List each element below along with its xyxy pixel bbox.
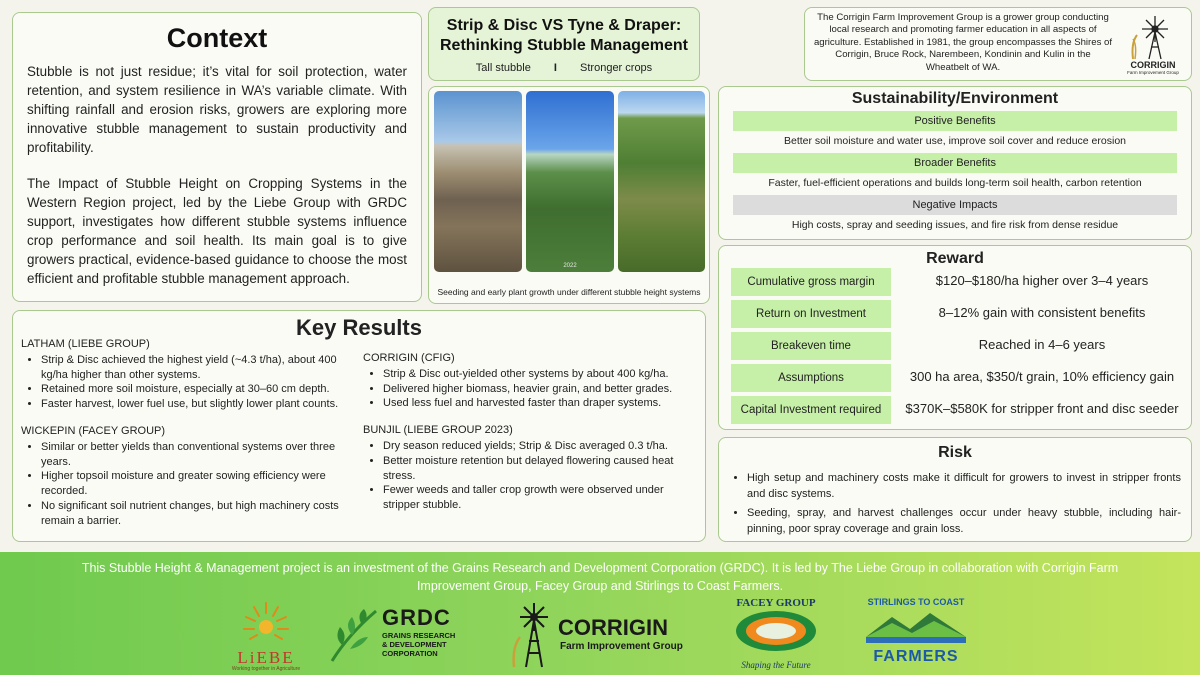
photo-crop-growth [618,91,705,272]
subtitle-tag-2: Stronger crops [580,62,653,74]
grdc-line-2: & DEVELOPMENT [382,640,447,649]
reward-row [731,396,1183,424]
corrigin-logo-word: CORRIGIN [1130,60,1176,70]
landscape-icon [862,607,970,647]
subtitle-tag-1: Tall stubble [475,62,531,74]
grdc-logo [328,597,468,672]
risk-list [729,470,1181,537]
liebe-logo [228,597,304,672]
context-title: Context [166,23,268,53]
wickepin-list [21,440,351,529]
list-item: • Similar or better yields than conventional systems over three years. [41,440,351,470]
bunjil-list [363,439,693,513]
latham-list [21,353,351,412]
footer-text: This Stubble Height & Management project is an investment of the Grains Research and Development Corporation (GRDC). It is led by The Liebe Group in collaboration with Corrigin Farm Improvement Group, Facey Group and Stirlings to Coast Farmers. [81,561,1119,593]
reward-value: $370K–$580K for stripper front and disc seeder [905,401,1179,416]
facey-logo [732,597,820,672]
corrigin-group-panel [804,7,1192,81]
wickepin-heading: WICKEPIN (FACEY GROUP) [21,424,166,437]
reward-row [731,300,1183,328]
corrigin-list [363,367,693,411]
reward-row [731,332,1183,360]
reward-label: Return on Investment [731,300,891,328]
photo-stubble-field [434,91,522,272]
corrigin-logo-sub: Farm Improvement Group [1127,70,1179,75]
grdc-line-3: CORPORATION [382,649,438,658]
liebe-logo-tagline: Working together in Agriculture [231,666,301,672]
list-item: • Retained more soil moisture, especially at 30–60 cm depth. [41,382,351,397]
sustainability-panel [718,86,1192,240]
photo-date-stamp: 2022 [563,263,577,269]
reward-label: Cumulative gross margin [731,268,891,296]
reward-value: $120–$180/ha higher over 3–4 years [935,273,1149,288]
list-item: • Dry season reduced yields; Strip & Disc averaged 0.3 t/ha. [383,439,693,454]
wheat-leaf-icon [328,605,380,665]
key-results-title: Key Results [296,315,422,340]
footer-banner [0,552,1200,675]
bunjil-heading: BUNJIL (LIEBE GROUP 2023) [363,424,513,437]
reward-row [731,364,1183,392]
photos-panel [428,86,710,304]
key-results-right-column [363,351,693,525]
list-item: • Fewer weeds and taller crop growth were observed under stripper stubble. [383,483,693,513]
context-paragraph-2: The Impact of Stubble Height on Cropping Systems in the Western Region project, led by the Liebe Group with GRDC support, investigates how different stubble systems influence crop performance and soil health. Its main goal is to give growers practical, evidence-based guidance to choose the most efficient and profitable stubble management approach. [27,176,407,286]
list-item: • Used less fuel and harvested faster than draper systems. [383,396,693,411]
photos-caption: Seeding and early plant growth under different stubble height systems [437,287,701,297]
windmill-icon [508,601,556,671]
list-item: • Strip & Disc out-yielded other systems by about 400 kg/ha. [383,367,693,382]
positive-benefits-heading: Positive Benefits [733,111,1177,131]
facey-logo-word: FACEY GROUP [736,597,816,609]
grdc-line-1: GRAINS RESEARCH [382,631,456,640]
stirlings-logo-top: STIRLINGS TO COAST [867,597,965,607]
reward-label: Breakeven time [731,332,891,360]
list-item: • Better moisture retention but delayed flowering caused heat stress. [383,454,693,484]
list-item: • Strip & Disc achieved the highest yield (~4.3 t/ha), about 400 kg/ha higher than other systems. [41,353,351,383]
poster-title-line-2: Rethinking Stubble Management [439,37,688,54]
negative-impacts-text: High costs, spray and seeding issues, and fire risk from dense residue [791,219,1119,231]
latham-heading: LATHAM (LIEBE GROUP) [21,338,150,350]
context-paragraph-1: Stubble is not just residue; it’s vital for soil protection, water retention, and system resilience in WA’s variable climate. With shifting rainfall and erosion risks, growers are exploring more innovative stubble management to sustain productivity and profitability. [27,64,407,155]
broader-benefits-text: Faster, fuel-efficient operations and builds long-term soil health, carbon retention [768,177,1142,189]
key-results-left-column [21,337,351,541]
reward-label: Assumptions [731,364,891,392]
poster-subtitle [429,62,699,74]
liebe-logo-word: LiEBE [237,648,295,667]
broader-benefits-heading: Broader Benefits [733,153,1177,173]
list-item: • High setup and machinery costs make it difficult for growers to invest in stripper fronts and disc systems. [747,470,1181,502]
corrigin-group-description: The Corrigin Farm Improvement Group is a grower group conducting local research and promoting farmer education in all aspects of agriculture. Established in 1981, the group encompasses the Shires of Corrigin, Bruce Rock, Narembeen, Kondinin and Kulin in the Wheatbelt of WA. [813,12,1113,73]
positive-benefits-text: Better soil moisture and water use, improve soil cover and reduce erosion [784,135,1126,147]
reward-value: 300 ha area, $350/t grain, 10% efficiency gain [909,369,1175,384]
poster-title-line-1: Strip & Disc VS Tyne & Draper: [446,17,682,34]
corrigin-heading: CORRIGIN (CFIG) [363,352,455,364]
corrigin-footer-logo [508,597,688,672]
facey-circle-icon [732,609,820,655]
reward-row [731,268,1183,296]
corrigin-footer-word: CORRIGIN [558,615,668,640]
reward-value: Reached in 4–6 years [978,337,1106,352]
stirlings-logo-bottom: FARMERS [873,648,959,665]
list-item: • Seeding, spray, and harvest challenges occur under heavy stubble, including hair-pinning, poor spray coverage and grain loss. [747,505,1181,537]
sustainability-title: Sustainability/Environment [851,90,1059,107]
key-results-panel [12,310,706,542]
list-item: • Delivered higher biomass, heavier grain, and better grades. [383,382,693,397]
corrigin-logo [1123,13,1183,75]
poster-title-panel [428,7,700,81]
sun-icon [228,597,304,645]
reward-panel [718,245,1192,430]
risk-panel [718,437,1192,542]
reward-title: Reward [926,250,984,267]
negative-impacts-heading: Negative Impacts [733,195,1177,215]
photo-seedling-rows [526,91,614,272]
grdc-logo-word: GRDC [382,605,451,630]
list-item: • No significant soil nutrient changes, but high machinery costs remain a barrier. [41,499,351,529]
risk-title: Risk [938,444,972,461]
list-item: • Faster harvest, lower fuel use, but slightly lower plant counts. [41,397,351,412]
subtitle-separator: I [553,62,557,74]
grdc-logo-text [382,631,455,658]
facey-logo-tagline: Shaping the Future [741,660,811,670]
stirlings-logo [862,597,970,672]
corrigin-footer-sub: Farm Improvement Group [560,641,683,652]
context-panel [12,12,422,302]
reward-label: Capital Investment required [731,396,891,424]
list-item: • Higher topsoil moisture and greater sowing efficiency were recorded. [41,469,351,499]
reward-value: 8–12% gain with consistent benefits [938,305,1146,320]
